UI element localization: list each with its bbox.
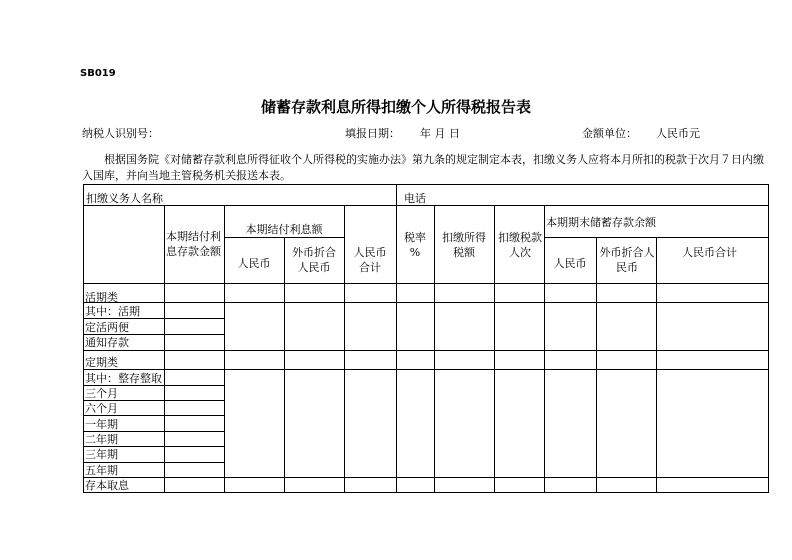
taxpayer-id-label: 纳税人识别号： (82, 127, 159, 140)
row-label-2-years: 二年期 (85, 433, 118, 446)
col-interest-fx-rmb: 外币折合人民币 (292, 246, 336, 274)
row-label-notice: 通知存款 (85, 336, 129, 349)
row-label-flexible: 定活两便 (85, 321, 129, 334)
col-interest-rmb: 人民币 (237, 257, 271, 270)
col-balance-rmb-total-text: 人民币合计 (682, 246, 737, 259)
col-balance-fx-rmb: 外币折合人民币 (599, 246, 655, 274)
row-label-3-months: 三个月 (85, 387, 118, 400)
col-interest-group: 本期结付利息额 (245, 223, 323, 236)
amount-unit-value: 人民币元 (656, 127, 700, 140)
col-deposit-amount: 本期结付利息存款金额 (166, 230, 221, 258)
col-withheld-tax: 扣缴所得税额 (442, 231, 486, 259)
row-label-3-years: 三年期 (85, 448, 118, 461)
fill-date-label: 填报日期： (345, 127, 400, 140)
amount-unit-label: 金额单位： (582, 127, 637, 140)
row-label-demand: 活期类 (85, 291, 118, 304)
row-label-demand-current: 其中：活期 (85, 305, 140, 318)
col-tax-rate-unit: % (409, 246, 421, 259)
fill-date-value: 年 月 日 (420, 127, 460, 140)
row-label-5-years: 五年期 (85, 464, 118, 477)
col-withheld-count: 扣缴税款人次 (498, 231, 542, 259)
page-title: 储蓄存款利息所得扣缴个人所得税报告表 (260, 98, 531, 116)
row-label-fixed: 定期类 (85, 356, 118, 369)
row-label-principal-interest: 存本取息 (85, 479, 129, 492)
row-label-lump-sum: 其中：整存整取 (85, 372, 162, 385)
col-tax-rate: 税率 (404, 231, 426, 244)
row-label-6-months: 六个月 (85, 402, 118, 415)
col-balance-rmb: 人民币 (553, 257, 587, 270)
col-interest-rmb-total: 人民币合计 (353, 246, 387, 274)
col-balance-group: 本期期末储蓄存款余额 (546, 216, 656, 229)
row-label-1-year: 一年期 (85, 418, 118, 431)
form-code: SB019 (80, 68, 116, 79)
withholder-name-label: 扣缴义务人名称 (86, 192, 163, 205)
phone-label: 电话 (404, 192, 426, 205)
instructions-text: 根据国务院《对储蓄存款利息所得征收个人所得税的实施办法》第九条的规定制定本表，扣缴义务人应将本月所扣的税款于次月７日内缴入国库，并向当地主管税务机关报送本表。 (82, 153, 764, 182)
col-balance-rmb-total (658, 245, 768, 260)
